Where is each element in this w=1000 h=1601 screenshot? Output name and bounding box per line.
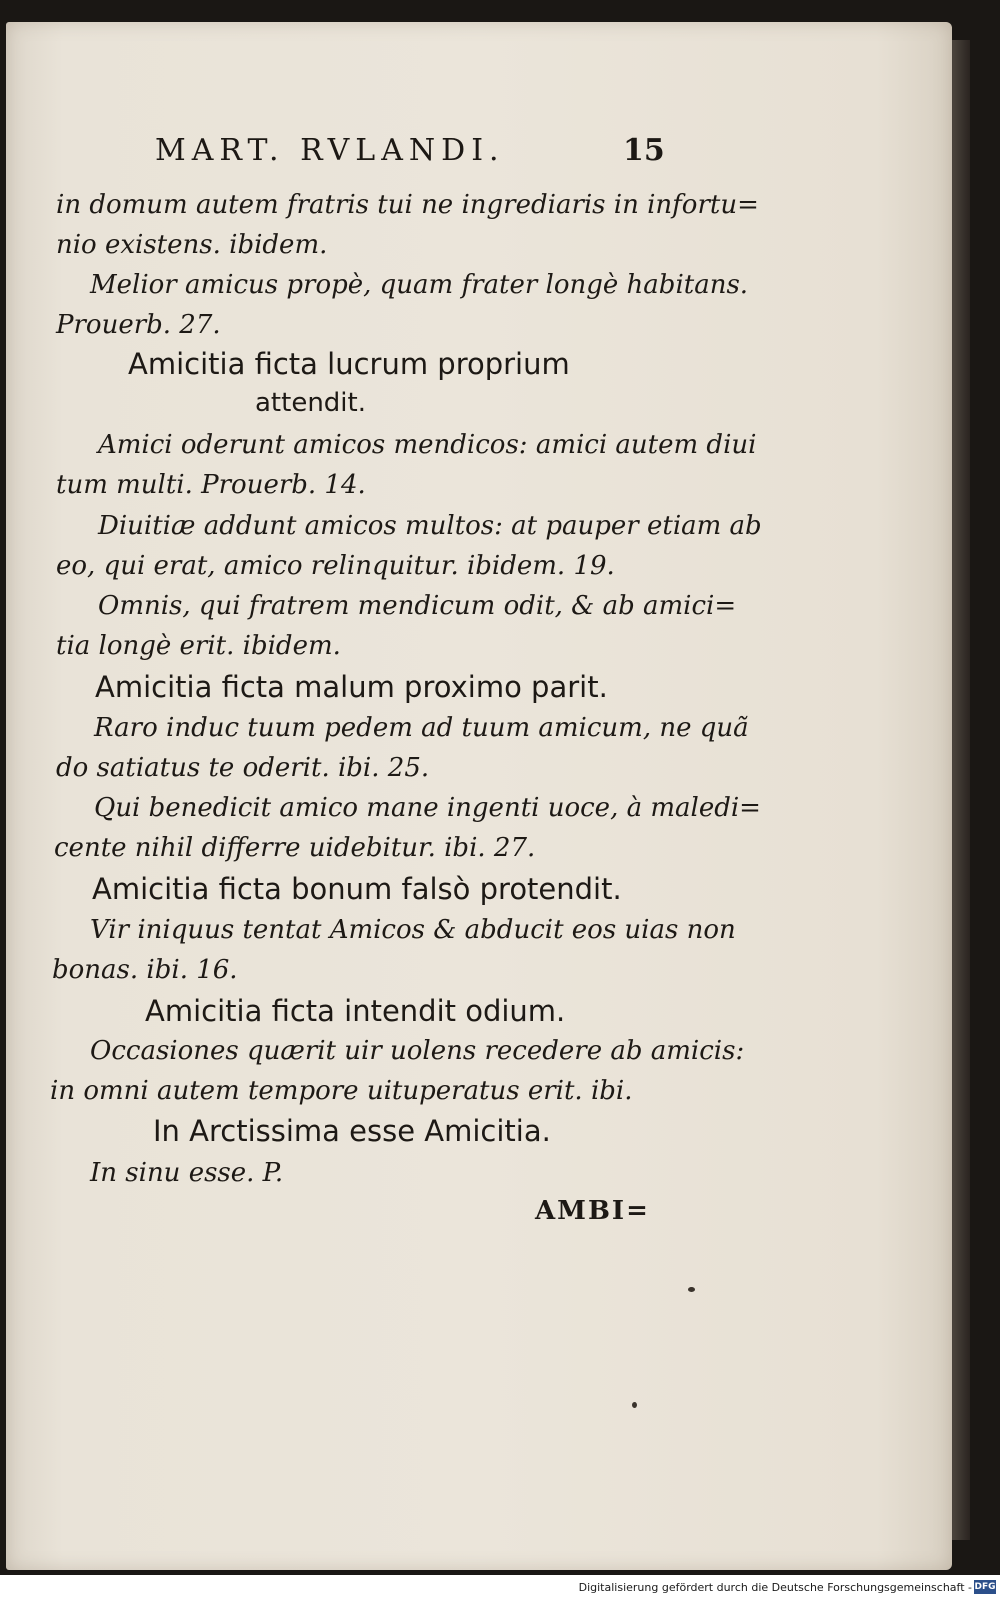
text-line: Diuitiæ addunt amicos multos: at pauper etiam ab: [98, 511, 762, 541]
text-line: nio existens. ibidem.: [56, 230, 328, 260]
text-line: In sinu esse. P.: [90, 1158, 284, 1188]
catchword: AMBI=: [535, 1196, 650, 1226]
text-line: Amici oderunt amicos mendicos: amici autem diui: [98, 430, 757, 460]
paper-speck: [688, 1287, 695, 1292]
section-heading: Amicitia ficta bonum falsò protendit.: [92, 872, 622, 906]
section-heading: Amicitia ficta lucrum proprium: [128, 347, 570, 381]
text-line: in omni autem tempore uituperatus erit. ibi.: [50, 1076, 633, 1106]
section-heading: attendit.: [255, 388, 366, 418]
text-line: Raro induc tuum pedem ad tuum amicum, ne quã: [94, 713, 749, 743]
text-line: Prouerb. 27.: [56, 310, 221, 340]
text-line: tia longè erit. ibidem.: [56, 631, 341, 661]
text-line: Omnis, qui fratrem mendicum odit, & ab amici=: [98, 591, 737, 621]
text-line: cente nihil differre uidebitur. ibi. 27.: [54, 833, 536, 863]
dfg-logo-icon: DFG: [974, 1582, 996, 1592]
digitization-credit: Digitalisierung gefördert durch die Deutsche Forschungsgemeinschaft -: [578, 1581, 972, 1594]
paper-speck: [632, 1402, 637, 1408]
text-line: Occasiones quærit uir uolens recedere ab amicis:: [90, 1036, 745, 1066]
section-heading: In Arctissima esse Amicitia.: [153, 1114, 551, 1148]
text-line: do satiatus te oderit. ibi. 25.: [56, 753, 430, 783]
text-line: Melior amicus propè, quam frater longè habitans.: [90, 270, 749, 300]
running-title: MART. RVLANDI.: [155, 133, 505, 168]
text-line: in domum autem fratris tui ne ingrediaris in infortu=: [56, 190, 759, 220]
page-number: 15: [623, 133, 665, 168]
text-line: tum multi. Prouerb. 14.: [56, 470, 366, 500]
section-heading: Amicitia ficta intendit odium.: [145, 994, 566, 1028]
section-heading: Amicitia ficta malum proximo parit.: [95, 670, 608, 704]
text-line: bonas. ibi. 16.: [52, 955, 238, 985]
text-line: Qui benedicit amico mane ingenti uoce, à maledi=: [94, 793, 761, 823]
text-line: Vir iniquus tentat Amicos & abducit eos uias non: [90, 915, 736, 945]
text-line: eo, qui erat, amico relinquitur. ibidem. 19.: [56, 551, 615, 581]
